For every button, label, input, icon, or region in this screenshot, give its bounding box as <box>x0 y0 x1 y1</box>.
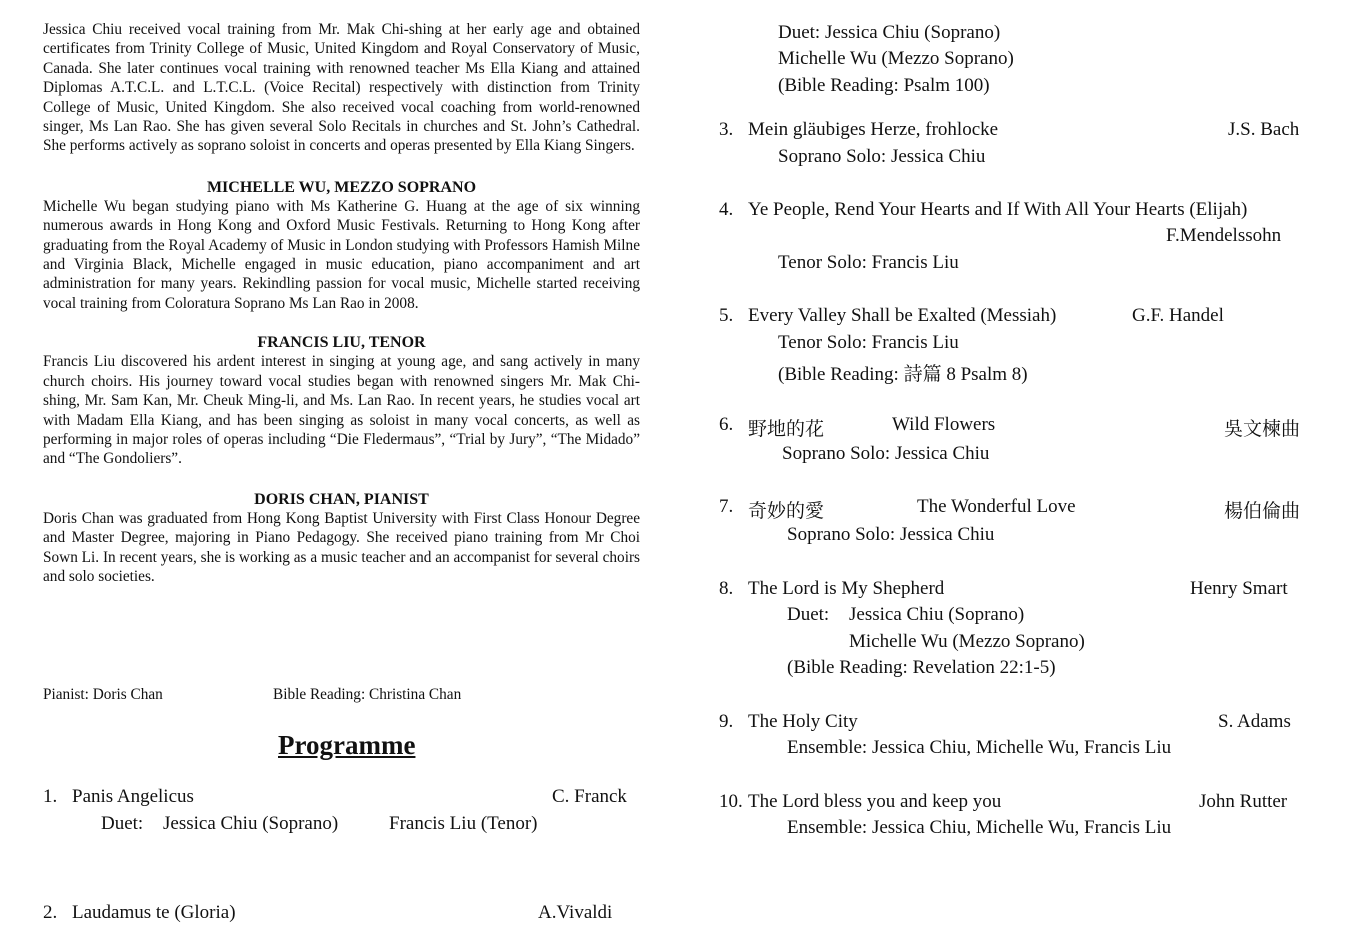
performer-line: Soprano Solo: Jessica Chiu <box>782 443 990 464</box>
item-composer: 楊伯倫曲 <box>1224 501 1301 522</box>
item-number: 1. <box>43 786 58 807</box>
performer: Jessica Chiu (Soprano) <box>849 604 1025 625</box>
item-number: 10. <box>719 791 743 812</box>
performer: Michelle Wu (Mezzo Soprano) <box>849 631 1085 652</box>
item-title: The Holy City <box>748 711 858 732</box>
item-title: The Lord is My Shepherd <box>748 578 945 599</box>
bible-reading-line: (Bible Reading: Psalm 100) <box>778 75 990 96</box>
bible-reading-line: (Bible Reading: Revelation 22:1-5) <box>787 657 1056 678</box>
item-title-english: Wild Flowers <box>892 414 996 435</box>
item-title: Panis Angelicus <box>72 786 194 807</box>
item-title: Mein gläubiges Herze, frohlocke <box>748 119 999 140</box>
item-composer: G.F. Handel <box>1132 305 1224 326</box>
bible-reading-line: (Bible Reading: 詩篇 8 Psalm 8) <box>778 364 1028 385</box>
item-composer: John Rutter <box>1199 791 1288 812</box>
item-composer: C. Franck <box>552 786 627 807</box>
item-title: The Lord bless you and keep you <box>748 791 1002 812</box>
item-title-chinese: 奇妙的愛 <box>748 501 825 522</box>
performer-line: Duet: Jessica Chiu (Soprano) <box>778 22 1001 43</box>
item-title: Laudamus te (Gloria) <box>72 902 236 923</box>
item-number: 7. <box>719 496 734 517</box>
bio-francis-liu: Francis Liu discovered his ardent interest in singing at young age, and sang actively in many church choirs. His journey toward vocal studies began with renowned singers Mr. Mak Chi-shing, Mr. Sam Kan, Mr. Cheuk Ming-li, and Ms. Lan Rao. In recent years, he studies vocal art with Madam Ella Kiang, and has been singing as soloist in many vocal concerts, as well as performing in major roles of operas including “Die Fledermaus”, “Trial by Jury”, “The Midado” and “The Gondoliers”. <box>43 353 640 468</box>
item-number: 3. <box>719 119 734 140</box>
item-number: 4. <box>719 199 734 220</box>
credit-bible-reading: Bible Reading: Christina Chan <box>273 686 462 703</box>
performer-line: Soprano Solo: Jessica Chiu <box>778 146 986 167</box>
performer-line: Ensemble: Jessica Chiu, Michelle Wu, Francis Liu <box>787 817 1172 838</box>
item-title-chinese: 野地的花 <box>748 419 825 440</box>
performer-role: Duet: <box>787 604 830 625</box>
bio-doris-chan: Doris Chan was graduated from Hong Kong Baptist University with First Class Honour Degree and Master Degree, majoring in Piano Pedagogy. She received piano training from Mr Choi Sown Li. In recent years, she is working as a music teacher and an accompanist for several choirs and solo societies. <box>43 509 640 585</box>
performer-line: Soprano Solo: Jessica Chiu <box>787 524 995 545</box>
bio-heading-michelle-wu: MICHELLE WU, MEZZO SOPRANO <box>206 178 477 196</box>
item-number: 5. <box>719 305 734 326</box>
programme-title: Programme <box>278 730 416 760</box>
item-title: Every Valley Shall be Exalted (Messiah) <box>748 305 1057 326</box>
item-number: 8. <box>719 578 734 599</box>
performer: Francis Liu (Tenor) <box>389 813 538 834</box>
item-composer: S. Adams <box>1218 711 1291 732</box>
biographies <box>43 20 640 586</box>
item-number: 9. <box>719 711 734 732</box>
item-composer: F.Mendelssohn <box>1166 225 1282 246</box>
bio-michelle-wu: Michelle Wu began studying piano with Ms Katherine G. Huang at the age of six winning numerous awards in Hong Kong and Oxford Music Festivals. Returning to Hong Kong after graduating from the Royal Academy of Music in London studying with Professors Hamish Milne and Virginia Black, Michelle engaged in music education, piano accompaniment and art administration for many years. Rekindling passion for vocal music, Michelle started receiving vocal training from Coloratura Soprano Ms Lan Rao in 2008. <box>43 197 640 312</box>
item-number: 2. <box>43 902 58 923</box>
credit-pianist: Pianist: Doris Chan <box>43 686 163 703</box>
item-composer: 吳文楝曲 <box>1224 419 1301 440</box>
item-composer: A.Vivaldi <box>538 902 613 923</box>
item-title: Ye People, Rend Your Hearts and If With All Your Hearts (Elijah) <box>748 199 1248 220</box>
performer-line: Tenor Solo: Francis Liu <box>778 252 959 273</box>
bio-heading-francis-liu: FRANCIS LIU, TENOR <box>257 334 426 352</box>
bio-jessica-chiu: Jessica Chiu received vocal training from Mr. Mak Chi-shing at her early age and obtained certificates from Trinity College of Music, United Kingdom and Royal Conservatory of Music, Canada. She later continues vocal training with renowned teacher Ms Ella Kiang and attained Diplomas A.T.C.L. and L.T.C.L. (Voice Recital) respectively with distinction from Trinity College of Music, United Kingdom. She also received vocal coaching from world-renowned singer, Ms Lan Rao. She has given several Solo Recitals in churches and St. John’s Cathedral. She performs actively as soprano soloist in concerts and operas presented by Ella Kiang Singers. <box>43 21 640 155</box>
performer-line: Tenor Solo: Francis Liu <box>778 332 959 353</box>
bio-heading-doris-chan: DORIS CHAN, PIANIST <box>254 490 429 508</box>
item-title-english: The Wonderful Love <box>917 496 1076 517</box>
item-composer: Henry Smart <box>1190 578 1288 599</box>
performer-role: Duet: <box>101 813 144 834</box>
performer: Jessica Chiu (Soprano) <box>163 813 339 834</box>
performer-line: Michelle Wu (Mezzo Soprano) <box>778 48 1014 69</box>
performer-line: Ensemble: Jessica Chiu, Michelle Wu, Francis Liu <box>787 737 1172 758</box>
item-number: 6. <box>719 414 734 435</box>
item-composer: J.S. Bach <box>1228 119 1300 140</box>
